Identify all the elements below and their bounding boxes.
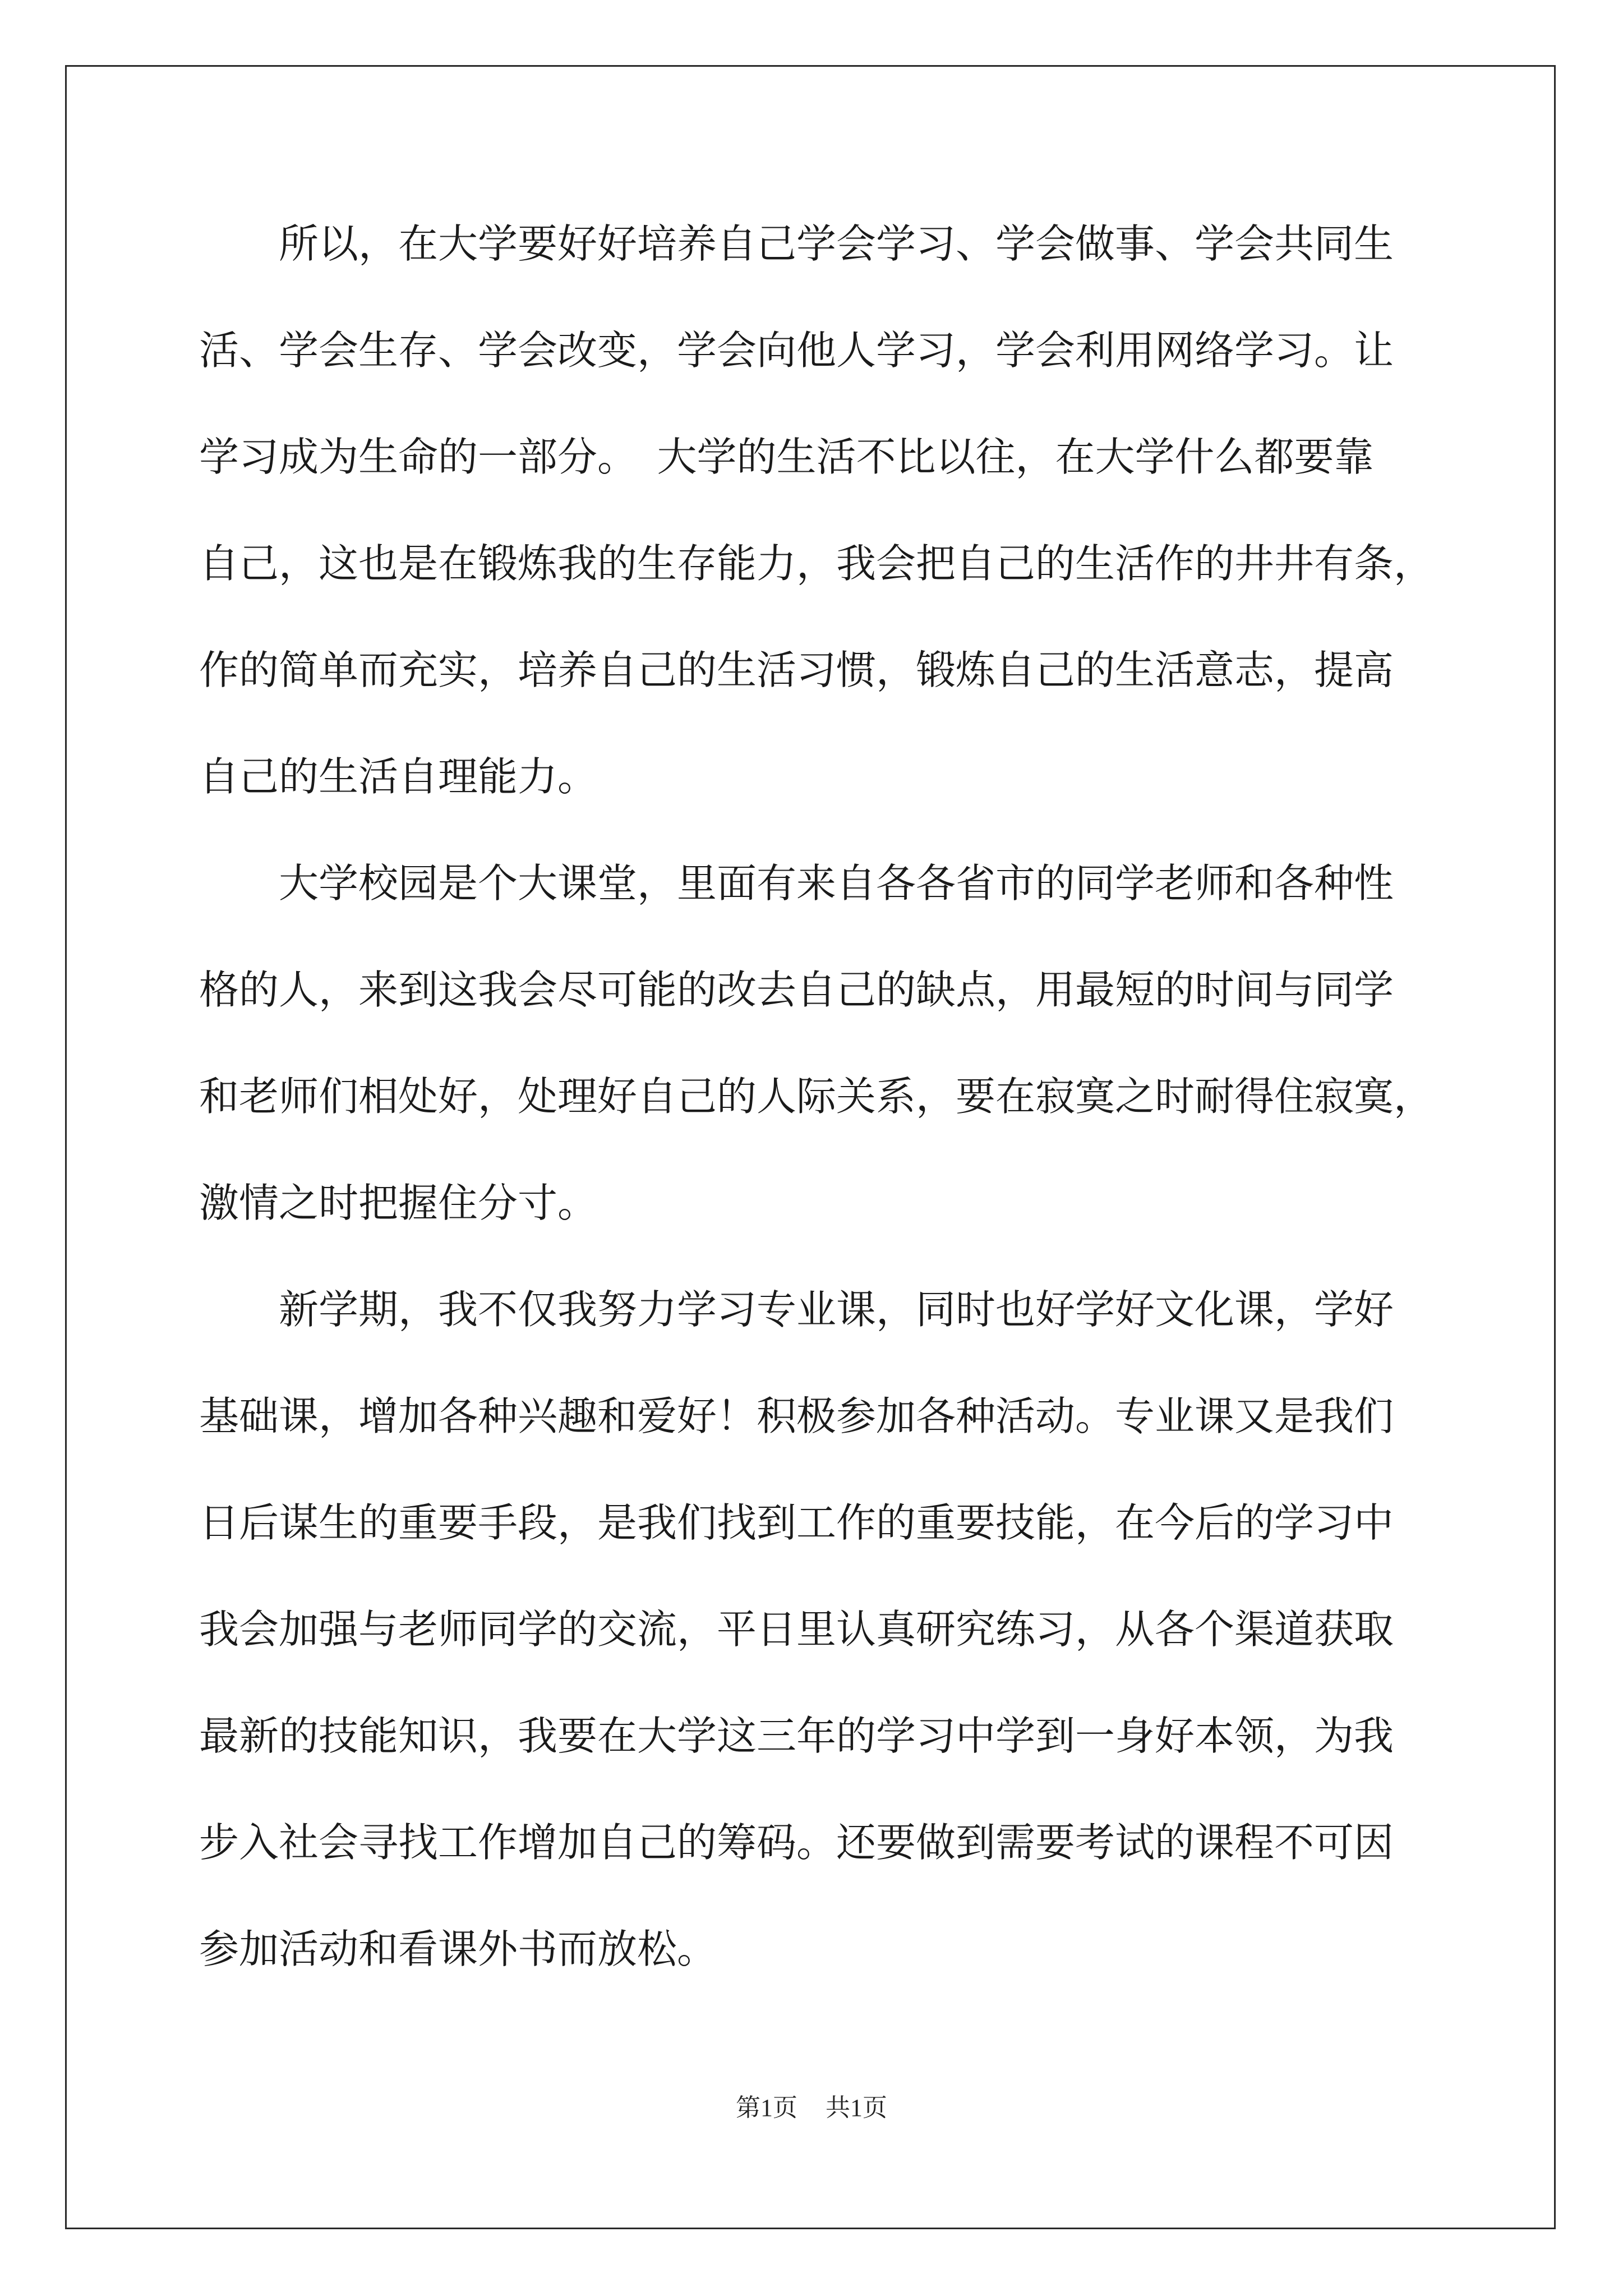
- paragraph-1-line-4: 自己，这也是在锻炼我的生存能力，我会把自己的生活作的井井有条，: [199, 540, 1434, 587]
- paragraph-1-line-5: 作的简单而充实，培养自己的生活习惯，锻炼自己的生活意志，提高: [199, 647, 1394, 693]
- page-footer: [0, 2087, 1623, 2123]
- page-border: [65, 65, 1556, 2229]
- paragraph-2-line-1: 大学校园是个大课堂，里面有来自各各省市的同学老师和各种性: [279, 860, 1394, 907]
- paragraph-3-line-7: 参加活动和看课外书而放松。: [199, 1926, 717, 1972]
- paragraph-2-line-4: 激情之时把握住分寸。: [199, 1180, 598, 1226]
- paragraph-1-line-3: 学习成为生命的一部分。 大学的生活不比以往，在大学什么都要靠: [199, 434, 1374, 480]
- paragraph-2-line-2: 格的人，来到这我会尽可能的改去自己的缺点，用最短的时间与同学: [199, 967, 1394, 1013]
- paragraph-1-line-2: 活、学会生存、学会改变，学会向他人学习，学会利用网络学习。让: [199, 327, 1394, 374]
- paragraph-3-line-5: 最新的技能知识，我要在大学这三年的学习中学到一身好本领，为我: [199, 1713, 1394, 1759]
- paragraph-3-line-4: 我会加强与老师同学的交流，平日里认真研究练习，从各个渠道获取: [199, 1606, 1394, 1653]
- paragraph-3-line-3: 日后谋生的重要手段，是我们找到工作的重要技能，在今后的学习中: [199, 1499, 1394, 1546]
- paragraph-3-line-2: 基础课，增加各种兴趣和爱好！积极参加各种活动。专业课又是我们: [199, 1393, 1394, 1439]
- page-total: 共1页: [826, 2094, 887, 2122]
- page-number: 第1页: [736, 2094, 797, 2122]
- paragraph-2-line-3: 和老师们相处好，处理好自己的人际关系，要在寂寞之时耐得住寂寞，: [199, 1073, 1434, 1120]
- paragraph-1-line-6: 自己的生活自理能力。: [199, 753, 598, 800]
- paragraph-3-line-6: 步入社会寻找工作增加自己的筹码。还要做到需要考试的课程不可因: [199, 1819, 1394, 1866]
- paragraph-1-line-1: 所以，在大学要好好培养自己学会学习、学会做事、学会共同生: [279, 220, 1394, 267]
- paragraph-3-line-1: 新学期，我不仅我努力学习专业课，同时也好学好文化课，学好: [279, 1286, 1394, 1333]
